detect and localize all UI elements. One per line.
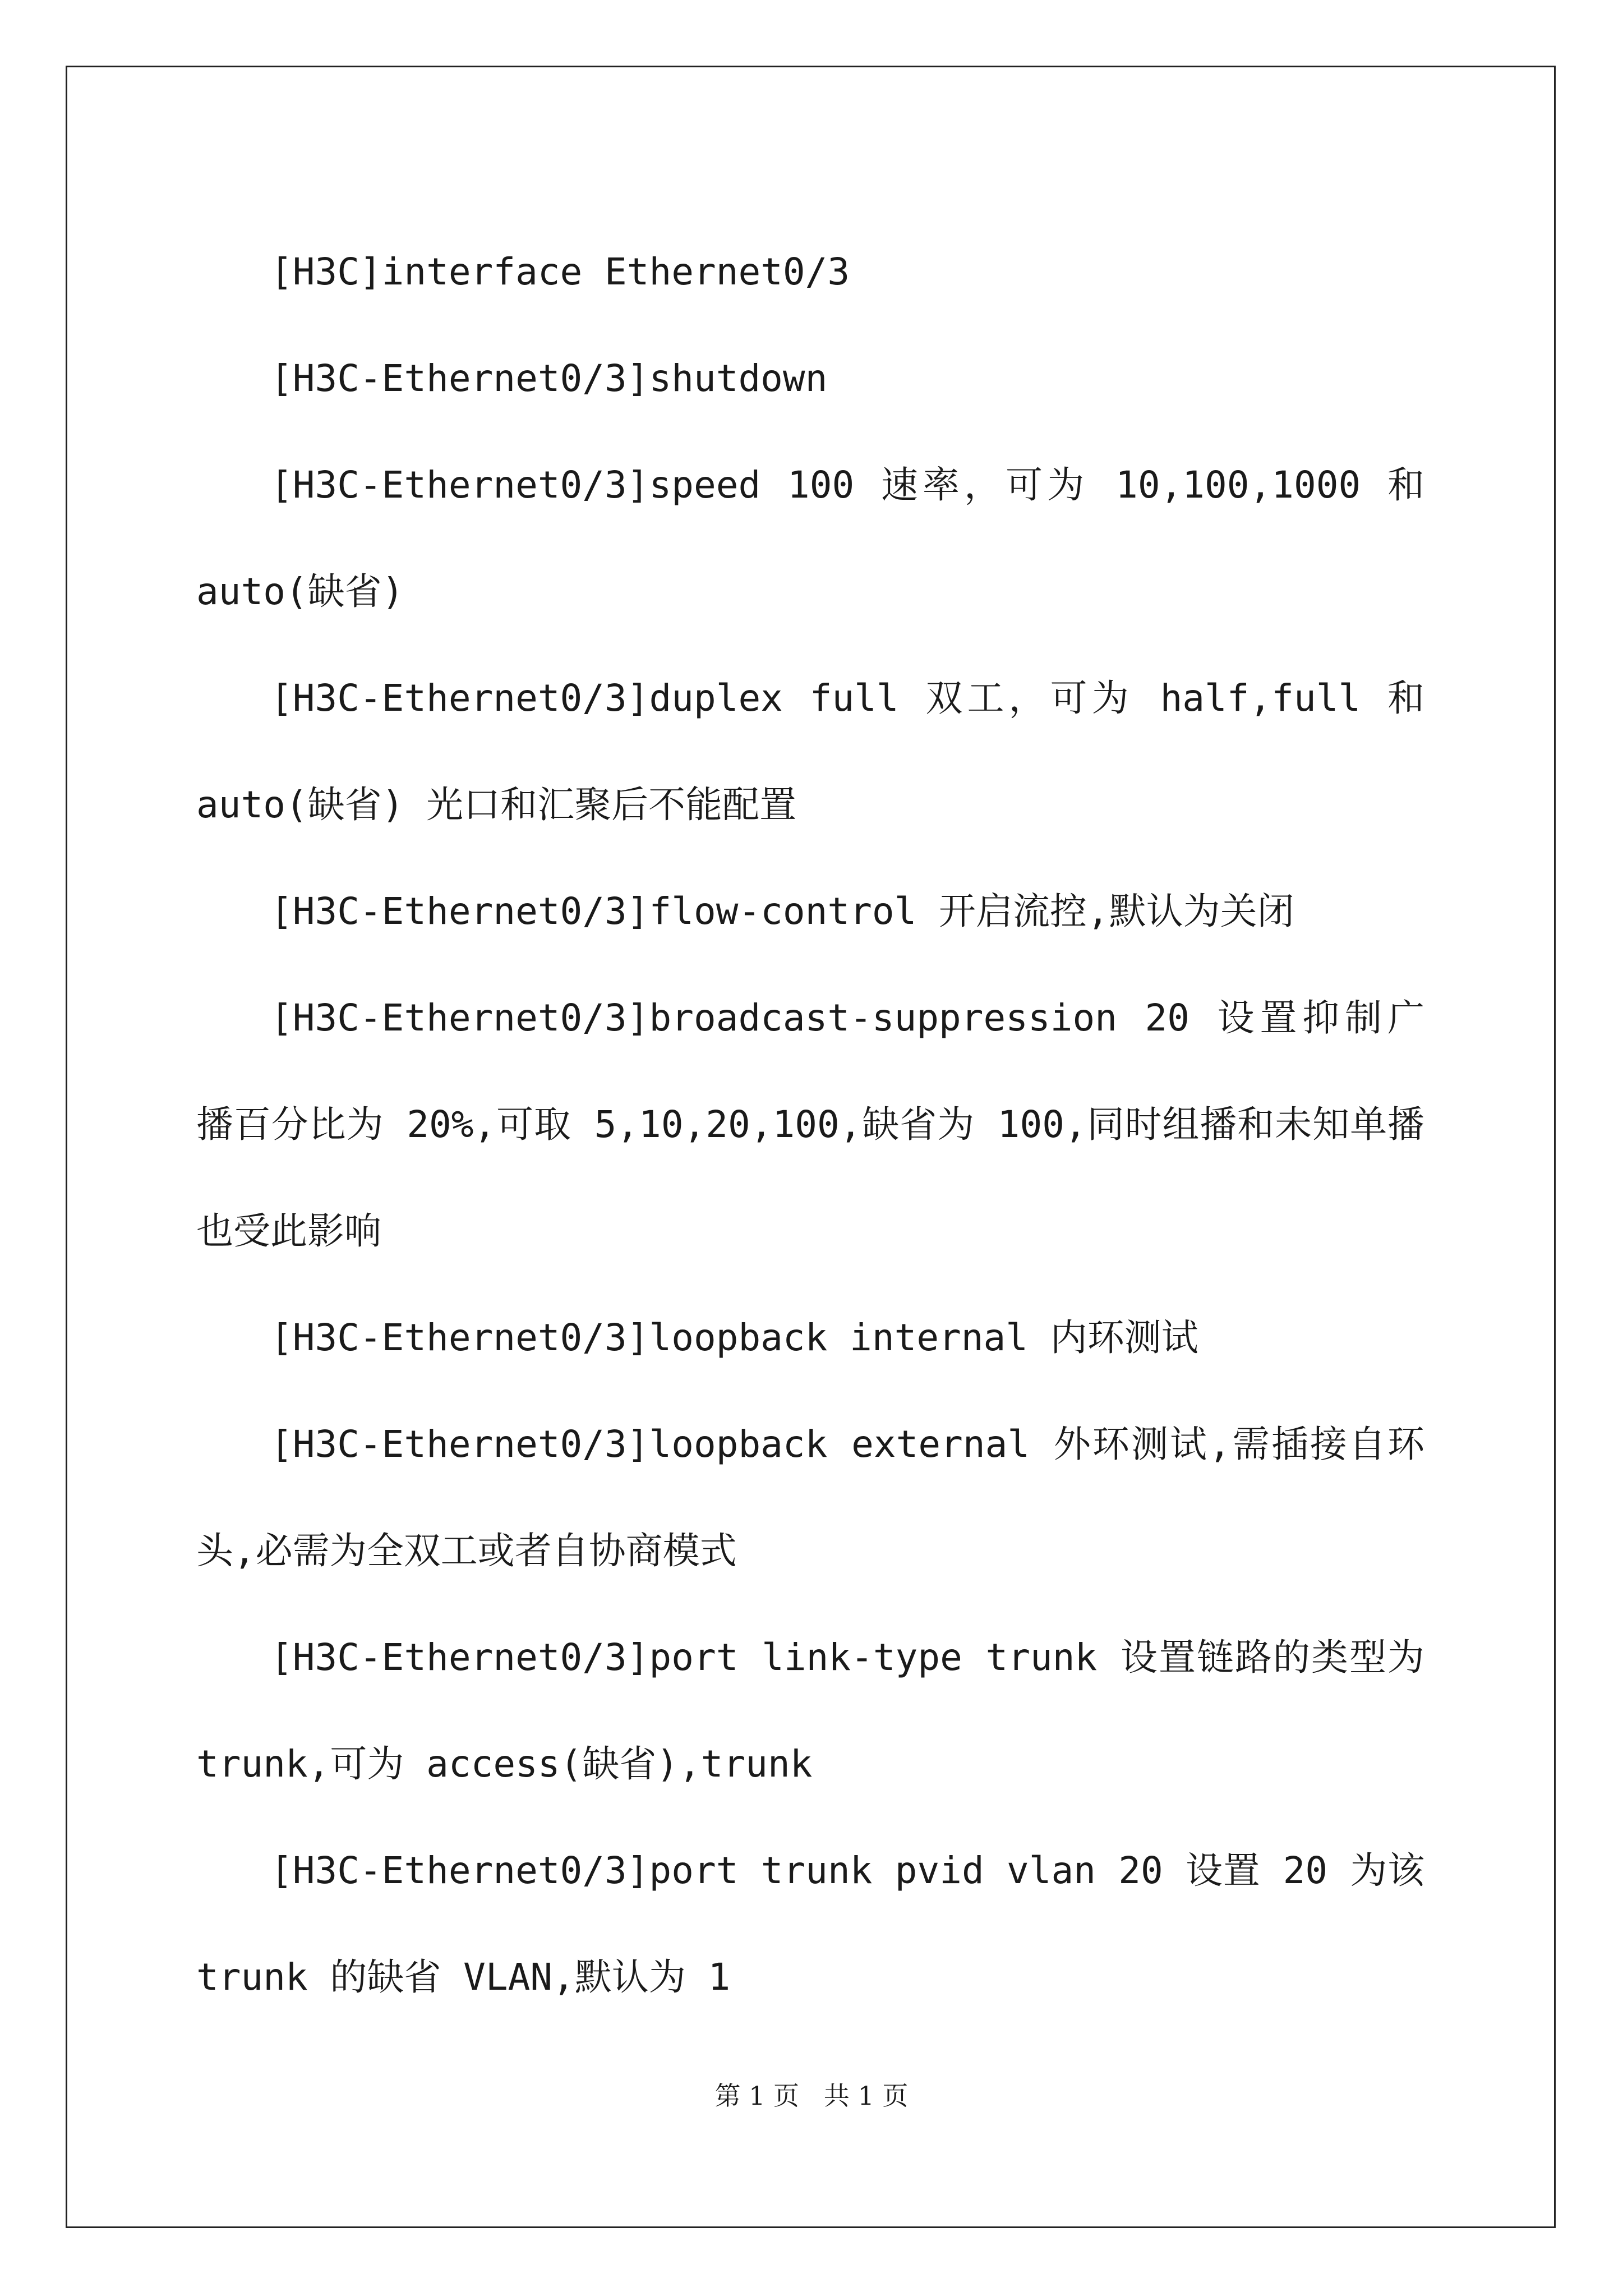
- paragraph-3: [H3C-Ethernet0/3]speed 100 速率，可为 10,100,1000 和 auto(缺省): [196, 463, 1424, 613]
- paragraph-2: [H3C-Ethernet0/3]shutdown: [270, 357, 828, 400]
- page-footer: 第 1 页 共 1 页: [714, 2081, 909, 2111]
- paragraph-10: [H3C-Ethernet0/3]port trunk pvid vlan 20 设置 20 为该 trunk 的缺省 VLAN,默认为 1: [196, 1849, 1424, 1999]
- paragraph-1: [H3C]interface Ethernet0/3: [270, 250, 850, 293]
- paragraph-8: [H3C-Ethernet0/3]loopback external 外环测试,需插接自环头,必需为全双工或者自协商模式: [196, 1423, 1424, 1572]
- paragraph-7: [H3C-Ethernet0/3]loopback internal 内环测试: [270, 1316, 1198, 1359]
- paragraph-9: [H3C-Ethernet0/3]port link-type trunk 设置链路的类型为 trunk,可为 access(缺省),trunk: [196, 1636, 1424, 1786]
- document-body: [196, 219, 1424, 2031]
- paragraph-4: [H3C-Ethernet0/3]duplex full 双工，可为 half,full 和 auto(缺省) 光口和汇聚后不能配置: [196, 677, 1424, 826]
- paragraph-6: [H3C-Ethernet0/3]broadcast-suppression 20 设置抑制广播百分比为 20%,可取 5,10,20,100,缺省为 100,同时组播和未知单播也受此影响: [196, 996, 1424, 1253]
- paragraph-5: [H3C-Ethernet0/3]flow-control 开启流控,默认为关闭: [270, 890, 1294, 933]
